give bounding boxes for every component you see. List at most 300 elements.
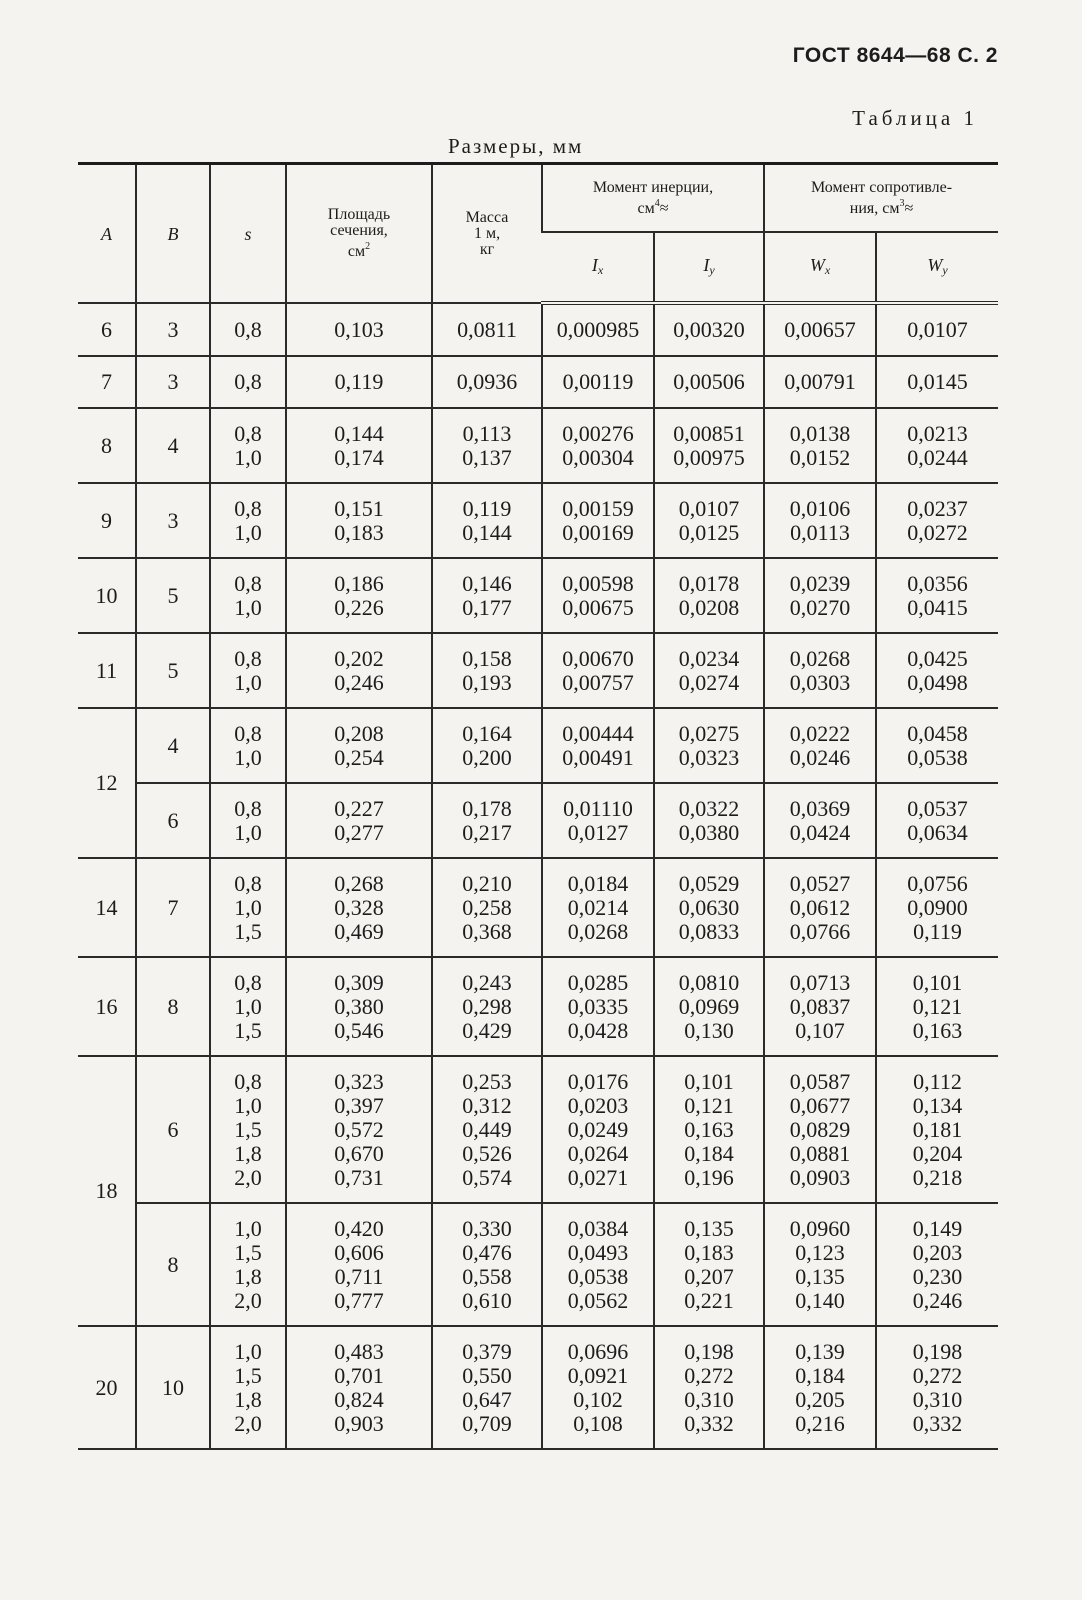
cell-wy-values xyxy=(907,647,968,695)
cell-mass xyxy=(432,783,542,858)
cell-value: 0,310 xyxy=(912,1386,963,1412)
cell-value: 0,0415 xyxy=(907,594,968,620)
cell-value: 0,208 xyxy=(334,720,384,746)
cell-value: 0,298 xyxy=(462,993,512,1019)
cell-area-values xyxy=(334,1217,384,1313)
cell-value: 0,00169 xyxy=(562,519,634,545)
cell-ix-values xyxy=(562,722,634,770)
cell-thickness-values xyxy=(234,647,262,695)
cell-value: 0,0380 xyxy=(678,819,740,845)
cell-value: 0,184 xyxy=(684,1140,734,1166)
table-row xyxy=(78,708,998,783)
cell-value: 0,112 xyxy=(913,1068,962,1094)
cell-value: 0,0127 xyxy=(567,819,629,845)
cell-value: 0,526 xyxy=(462,1140,512,1166)
cell-thickness xyxy=(210,1326,286,1449)
cell-value: 0,00119 xyxy=(562,369,634,394)
cell-value: 1,0 xyxy=(234,744,262,770)
cell-value: 1,8 xyxy=(234,1140,262,1166)
cell-value: 0,119 xyxy=(334,369,384,394)
cell-value: 0,8 xyxy=(234,1068,262,1094)
cell-value: 0,101 xyxy=(912,969,963,995)
cell-value: 0,0268 xyxy=(789,645,851,671)
cell-value: 0,0272 xyxy=(907,519,968,545)
cell-value: 0,00159 xyxy=(562,495,634,521)
header-wx-letter: W xyxy=(809,254,825,275)
cell-wy-values xyxy=(907,370,968,394)
cell-area-values xyxy=(335,370,384,394)
cell-thickness xyxy=(210,633,286,708)
cell-value: 0,246 xyxy=(912,1287,963,1313)
cell-value: 0,00851 xyxy=(673,420,745,446)
cell-value: 0,0244 xyxy=(907,444,968,470)
cell-value: 0,0498 xyxy=(907,669,968,695)
cell-thickness-values xyxy=(234,422,262,470)
cell-wy xyxy=(876,408,998,483)
cell-value: 0,0176 xyxy=(567,1068,629,1094)
cell-wy-values xyxy=(907,797,968,845)
cell-area-values xyxy=(334,572,384,620)
cell-mass-values xyxy=(462,422,512,470)
cell-thickness xyxy=(210,558,286,633)
cell-a: 20 xyxy=(78,1326,136,1449)
cell-value: 0,0527 xyxy=(789,870,851,896)
cell-value: 0,0634 xyxy=(907,819,968,845)
table-row xyxy=(78,957,998,1056)
cell-value: 0,380 xyxy=(334,993,384,1019)
cell-iy xyxy=(654,633,764,708)
cell-area xyxy=(286,1056,432,1203)
cell-value: 0,0145 xyxy=(907,369,968,394)
cell-value: 0,420 xyxy=(334,1215,384,1241)
cell-value: 0,0766 xyxy=(789,918,851,944)
cell-iy-values xyxy=(684,1340,734,1436)
cell-ix-values xyxy=(563,797,633,845)
cell-wx xyxy=(764,783,876,858)
cell-iy xyxy=(654,558,764,633)
cell-value: 0,103 xyxy=(334,316,384,342)
cell-value: 0,178 xyxy=(462,795,512,821)
cell-iy-values xyxy=(679,797,740,845)
cell-value: 0,0203 xyxy=(567,1092,629,1118)
cell-mass-values xyxy=(462,647,512,695)
cell-mass xyxy=(432,1056,542,1203)
cell-wy xyxy=(876,708,998,783)
cell-a: 7 xyxy=(78,356,136,408)
cell-value: 0,0369 xyxy=(789,795,851,821)
cell-value: 0,108 xyxy=(573,1410,623,1436)
cell-value: 0,0969 xyxy=(678,993,740,1019)
table-row xyxy=(78,303,998,356)
header-area-line2: сечения, xyxy=(330,222,388,239)
header-wy-letter: W xyxy=(927,254,943,275)
cell-mass xyxy=(432,408,542,483)
cell-value: 1,5 xyxy=(234,918,262,944)
cell-value: 0,121 xyxy=(684,1092,734,1118)
cell-wy-values xyxy=(913,1217,963,1313)
cell-value: 0,0960 xyxy=(789,1215,851,1241)
cell-value: 0,268 xyxy=(334,870,384,896)
cell-value: 0,0493 xyxy=(567,1239,629,1265)
cell-b: 3 xyxy=(136,483,210,558)
cell-value: 0,731 xyxy=(334,1164,384,1190)
cell-iy xyxy=(654,1326,764,1449)
cell-wy xyxy=(876,483,998,558)
cell-iy-values xyxy=(673,318,745,342)
cell-value: 0,0138 xyxy=(789,420,851,446)
cell-area-values xyxy=(334,1070,384,1190)
cell-value: 0,0239 xyxy=(789,570,851,596)
header-inertia-sup: 4 xyxy=(654,197,660,209)
cell-ix xyxy=(542,558,654,633)
cell-a: 18 xyxy=(78,1056,136,1326)
cell-value: 0,310 xyxy=(684,1386,734,1412)
cell-value: 0,246 xyxy=(334,669,384,695)
page-header: ГОСТ 8644—68 С. 2 xyxy=(792,44,998,67)
cell-wx-values xyxy=(784,318,856,342)
cell-value: 0,8 xyxy=(234,420,262,446)
cell-value: 0,123 xyxy=(795,1239,845,1265)
cell-wx-values xyxy=(790,872,851,944)
cell-wy-values xyxy=(907,722,968,770)
table-header xyxy=(78,165,998,303)
cell-value: 0,711 xyxy=(334,1263,384,1289)
dimensions-table xyxy=(78,165,998,1450)
cell-value: 0,217 xyxy=(462,819,512,845)
cell-iy xyxy=(654,303,764,356)
cell-value: 0,328 xyxy=(334,894,384,920)
cell-wy-values xyxy=(907,318,968,342)
cell-thickness xyxy=(210,858,286,957)
cell-area xyxy=(286,783,432,858)
cell-iy xyxy=(654,1056,764,1203)
cell-thickness-values xyxy=(234,572,262,620)
cell-ix-values xyxy=(563,370,634,394)
header-mass-line3: кг xyxy=(479,240,495,258)
cell-b: 7 xyxy=(136,858,210,957)
cell-thickness xyxy=(210,1056,286,1203)
cell-value: 0,0106 xyxy=(789,495,851,521)
cell-value: 0,198 xyxy=(684,1338,734,1364)
cell-value: 0,184 xyxy=(795,1362,845,1388)
cell-value: 0,121 xyxy=(912,993,963,1019)
cell-value: 0,205 xyxy=(795,1386,845,1412)
cell-value: 0,610 xyxy=(462,1287,512,1313)
cell-thickness xyxy=(210,708,286,783)
cell-value: 0,0322 xyxy=(678,795,740,821)
cell-value: 2,0 xyxy=(234,1410,262,1436)
header-resistance-line2: ния, см xyxy=(849,199,900,217)
cell-value: 0,8 xyxy=(234,870,262,896)
cell-wx xyxy=(764,1326,876,1449)
header-area-line1: Площадь xyxy=(327,206,391,223)
cell-value: 0,0271 xyxy=(567,1164,629,1190)
cell-ix xyxy=(542,1056,654,1203)
header-area-line3: см xyxy=(347,243,366,260)
cell-value: 0,203 xyxy=(912,1239,963,1265)
cell-value: 0,0833 xyxy=(678,918,740,944)
cell-wx xyxy=(764,303,876,356)
cell-ix xyxy=(542,483,654,558)
table-row xyxy=(78,408,998,483)
cell-value: 0,174 xyxy=(334,444,384,470)
cell-wx xyxy=(764,957,876,1056)
cell-a: 9 xyxy=(78,483,136,558)
cell-iy xyxy=(654,708,764,783)
cell-value: 0,135 xyxy=(684,1215,734,1241)
cell-value: 0,113 xyxy=(462,420,512,446)
table-row xyxy=(78,1056,998,1203)
cell-value: 0,00670 xyxy=(562,645,634,671)
cell-value: 0,368 xyxy=(462,918,512,944)
cell-iy xyxy=(654,783,764,858)
cell-thickness-values xyxy=(234,722,262,770)
cell-value: 0,163 xyxy=(912,1017,963,1043)
cell-area-values xyxy=(334,797,384,845)
cell-value: 0,0562 xyxy=(567,1287,629,1313)
cell-value: 1,5 xyxy=(234,1116,262,1142)
cell-ix xyxy=(542,783,654,858)
cell-value: 0,429 xyxy=(462,1017,512,1043)
cell-ix xyxy=(542,408,654,483)
cell-thickness-values xyxy=(234,1070,262,1190)
cell-value: 0,0178 xyxy=(678,570,740,596)
cell-value: 0,332 xyxy=(684,1410,734,1436)
cell-value: 1,0 xyxy=(234,594,262,620)
cell-value: 2,0 xyxy=(234,1287,262,1313)
cell-value: 0,0214 xyxy=(567,894,629,920)
cell-b: 3 xyxy=(136,303,210,356)
cell-value: 1,5 xyxy=(234,1017,262,1043)
cell-ix xyxy=(542,1203,654,1326)
cell-thickness xyxy=(210,483,286,558)
cell-value: 0,230 xyxy=(912,1263,963,1289)
cell-value: 0,00975 xyxy=(673,444,745,470)
cell-iy-values xyxy=(684,1217,734,1313)
cell-value: 0,0810 xyxy=(678,969,740,995)
cell-value: 0,709 xyxy=(462,1410,512,1436)
cell-a: 8 xyxy=(78,408,136,483)
cell-value: 1,0 xyxy=(234,444,262,470)
cell-mass xyxy=(432,483,542,558)
cell-mass-values xyxy=(462,797,512,845)
cell-iy xyxy=(654,408,764,483)
cell-value: 0,330 xyxy=(462,1215,512,1241)
cell-value: 2,0 xyxy=(234,1164,262,1190)
cell-value: 0,0903 xyxy=(789,1164,851,1190)
cell-value: 1,8 xyxy=(234,1386,262,1412)
cell-ix-values xyxy=(568,1340,629,1436)
cell-value: 0,227 xyxy=(334,795,384,821)
cell-wy xyxy=(876,356,998,408)
cell-value: 0,8 xyxy=(234,369,262,394)
cell-value: 0,0428 xyxy=(567,1017,629,1043)
cell-value: 0,00320 xyxy=(673,317,745,342)
cell-wy xyxy=(876,1203,998,1326)
cell-wy-values xyxy=(907,872,968,944)
cell-value: 0,574 xyxy=(462,1164,512,1190)
cell-value: 0,312 xyxy=(462,1092,512,1118)
cell-value: 0,0424 xyxy=(789,819,851,845)
header-resistance xyxy=(764,165,998,232)
cell-value: 0,0213 xyxy=(907,420,968,446)
cell-mass-values xyxy=(462,1070,512,1190)
cell-area xyxy=(286,858,432,957)
cell-value: 0,0538 xyxy=(567,1263,629,1289)
cell-value: 0,134 xyxy=(912,1092,963,1118)
cell-iy-values xyxy=(679,497,740,545)
cell-area xyxy=(286,303,432,356)
cell-value: 0,0837 xyxy=(789,993,851,1019)
table-caption: Размеры, мм xyxy=(448,134,584,158)
cell-value: 0,202 xyxy=(334,645,384,671)
cell-area xyxy=(286,408,432,483)
table-body xyxy=(78,303,998,1449)
cell-mass xyxy=(432,708,542,783)
cell-value: 0,777 xyxy=(334,1287,384,1313)
cell-wy xyxy=(876,558,998,633)
cell-iy xyxy=(654,858,764,957)
cell-value: 0,0756 xyxy=(907,870,968,896)
cell-value: 0,397 xyxy=(334,1092,384,1118)
cell-value: 0,8 xyxy=(234,720,262,746)
cell-value: 0,216 xyxy=(795,1410,845,1436)
cell-value: 0,0234 xyxy=(678,645,740,671)
cell-wx xyxy=(764,408,876,483)
cell-mass-values xyxy=(462,971,512,1043)
cell-ix-values xyxy=(562,647,634,695)
cell-wy xyxy=(876,957,998,1056)
cell-value: 0,00491 xyxy=(562,744,634,770)
cell-wx xyxy=(764,708,876,783)
cell-wy-values xyxy=(907,497,968,545)
table-row xyxy=(78,1326,998,1449)
cell-thickness xyxy=(210,783,286,858)
cell-value: 0,258 xyxy=(462,894,512,920)
cell-value: 0,00791 xyxy=(784,369,856,394)
cell-value: 0,183 xyxy=(684,1239,734,1265)
cell-area-values xyxy=(334,318,384,342)
cell-b: 5 xyxy=(136,558,210,633)
cell-wy xyxy=(876,783,998,858)
cell-value: 1,0 xyxy=(234,1215,262,1241)
cell-value: 0,701 xyxy=(334,1362,384,1388)
cell-a: 16 xyxy=(78,957,136,1056)
cell-wx-values xyxy=(784,370,856,394)
cell-wx xyxy=(764,633,876,708)
cell-wx-values xyxy=(790,422,851,470)
header-mass-line1: Масса xyxy=(465,208,509,226)
header-resistance-line1: Момент сопротивле- xyxy=(810,178,953,196)
table-row xyxy=(78,483,998,558)
cell-value: 0,137 xyxy=(462,444,512,470)
header-resistance-suffix: ≈ xyxy=(904,199,914,217)
cell-value: 0,0538 xyxy=(907,744,968,770)
cell-mass-values xyxy=(462,497,512,545)
cell-value: 0,00598 xyxy=(562,570,634,596)
cell-value: 0,00675 xyxy=(562,594,634,620)
cell-wx-values xyxy=(790,1070,851,1190)
cell-value: 0,8 xyxy=(234,645,262,671)
cell-value: 0,01110 xyxy=(563,795,633,821)
cell-value: 1,0 xyxy=(234,1338,262,1364)
cell-ix-values xyxy=(568,1217,629,1313)
cell-mass-values xyxy=(462,1217,512,1313)
cell-value: 0,0264 xyxy=(567,1140,629,1166)
cell-value: 0,0900 xyxy=(907,894,968,920)
cell-value: 0,0222 xyxy=(789,720,851,746)
cell-value: 0,177 xyxy=(462,594,512,620)
cell-ix xyxy=(542,633,654,708)
cell-ix xyxy=(542,858,654,957)
cell-thickness xyxy=(210,957,286,1056)
cell-wy-values xyxy=(907,572,968,620)
cell-value: 0,200 xyxy=(462,744,512,770)
cell-mass xyxy=(432,356,542,408)
table-row xyxy=(78,1203,998,1326)
cell-mass-values xyxy=(462,722,512,770)
cell-value: 0,0921 xyxy=(567,1362,629,1388)
cell-wx xyxy=(764,558,876,633)
cell-value: 0,0237 xyxy=(907,495,968,521)
cell-value: 0,476 xyxy=(462,1239,512,1265)
cell-mass-values xyxy=(462,1340,512,1436)
cell-value: 0,670 xyxy=(334,1140,384,1166)
cell-value: 0,572 xyxy=(334,1116,384,1142)
cell-area xyxy=(286,1326,432,1449)
cell-value: 0,198 xyxy=(912,1338,963,1364)
cell-b: 4 xyxy=(136,708,210,783)
cell-b: 6 xyxy=(136,783,210,858)
cell-value: 0,8 xyxy=(234,316,262,342)
cell-iy xyxy=(654,483,764,558)
table-row xyxy=(78,356,998,408)
cell-wx-values xyxy=(790,647,851,695)
cell-mass xyxy=(432,957,542,1056)
cell-value: 0,193 xyxy=(462,669,512,695)
header-inertia-line2: см xyxy=(637,199,655,217)
header-ix-sub: x xyxy=(597,262,604,277)
cell-iy-values xyxy=(673,370,745,394)
cell-a: 10 xyxy=(78,558,136,633)
cell-value: 0,144 xyxy=(334,420,384,446)
cell-iy xyxy=(654,957,764,1056)
cell-value: 1,5 xyxy=(234,1362,262,1388)
table-row xyxy=(78,858,998,957)
header-inertia xyxy=(542,165,764,232)
header-wx-sub: x xyxy=(824,262,831,277)
cell-value: 0,00304 xyxy=(562,444,634,470)
header-s: s xyxy=(210,165,286,303)
cell-iy-values xyxy=(673,422,745,470)
cell-value: 1,0 xyxy=(234,993,262,1019)
cell-thickness-values xyxy=(234,797,262,845)
cell-thickness xyxy=(210,1203,286,1326)
cell-value: 0,218 xyxy=(912,1164,963,1190)
cell-wx xyxy=(764,483,876,558)
cell-b: 6 xyxy=(136,1056,210,1203)
cell-value: 0,119 xyxy=(462,495,512,521)
cell-value: 0,550 xyxy=(462,1362,512,1388)
cell-value: 0,163 xyxy=(684,1116,734,1142)
cell-area xyxy=(286,483,432,558)
cell-thickness xyxy=(210,408,286,483)
cell-wx-values xyxy=(790,722,851,770)
cell-wy xyxy=(876,858,998,957)
cell-wx-values xyxy=(790,797,851,845)
cell-thickness-values xyxy=(234,1340,262,1436)
cell-ix xyxy=(542,1326,654,1449)
